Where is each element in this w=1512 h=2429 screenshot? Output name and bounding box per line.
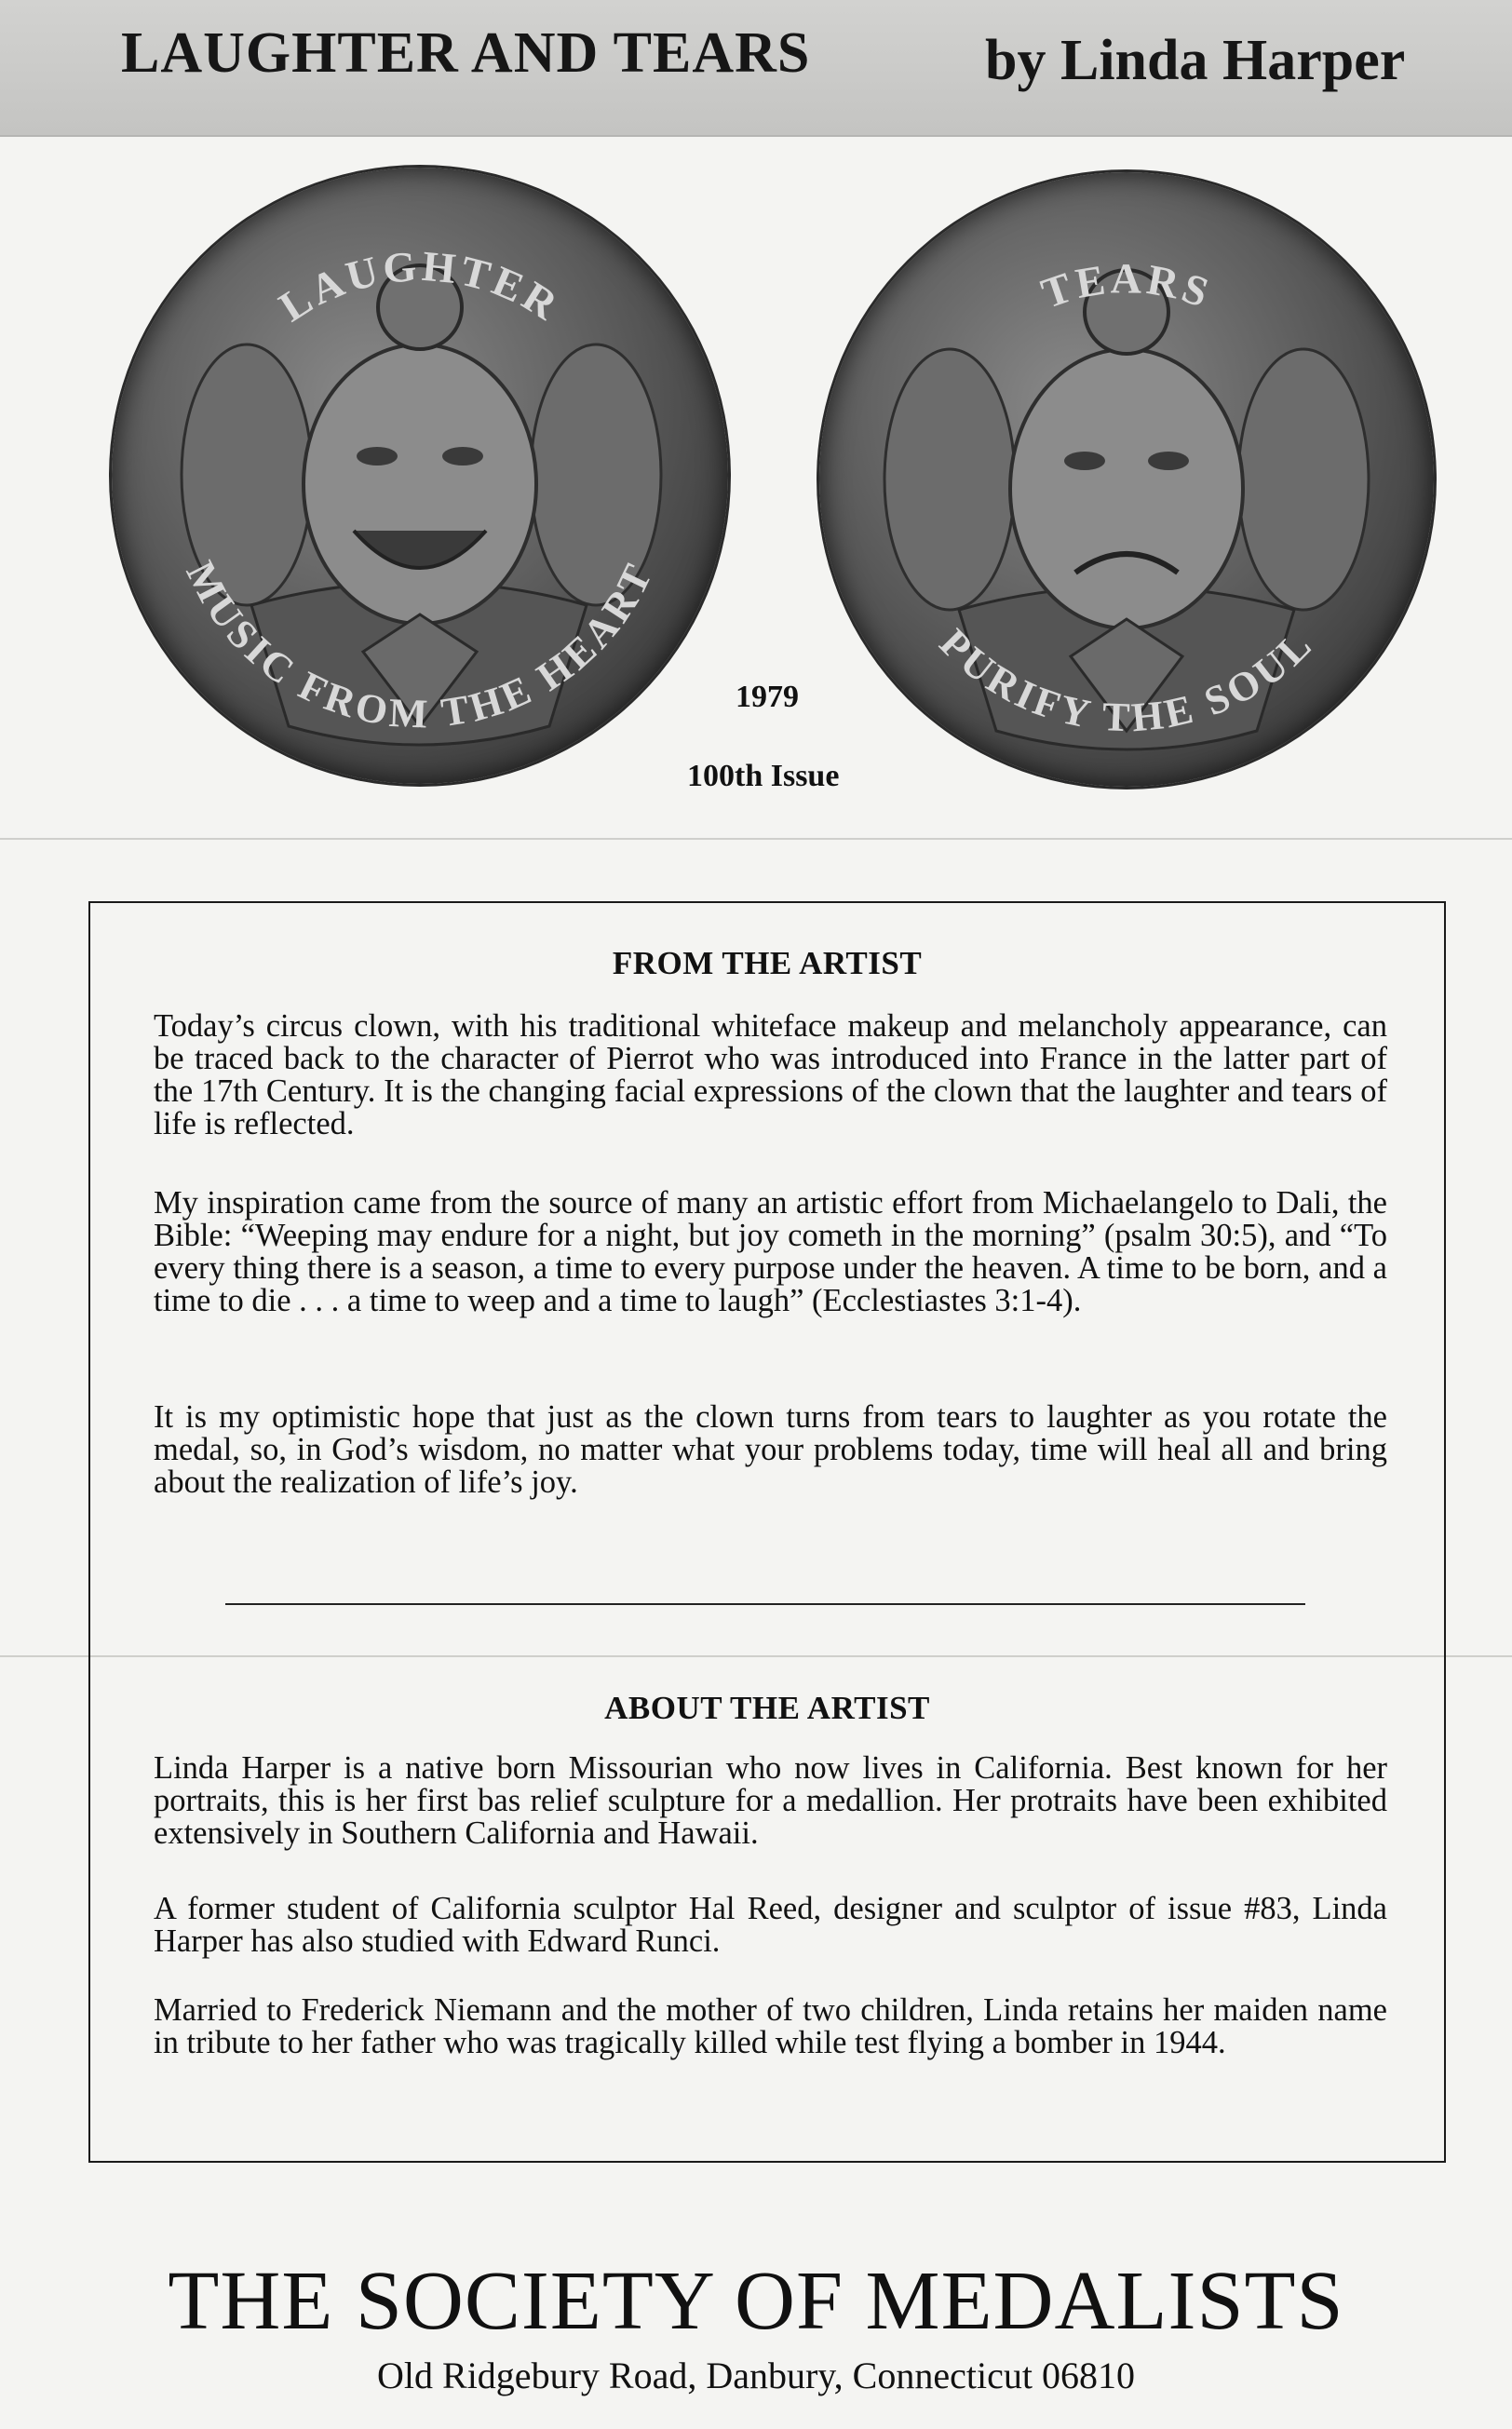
about-artist-paragraph: A former student of California sculptor Hal Reed, designer and sculptor of issue #83, Linda Harper has also studied with Edward Runci. [154,1891,1387,1959]
tears-bottom-inscription: PURIFY THE SOUL [930,620,1323,741]
about-artist-paragraph: Married to Frederick Niemann and the mother of two children, Linda retains her maiden name in tribute to her father who was tragically killed while test flying a bomber in 1944. [154,1992,1387,2060]
fold-line [0,838,1512,840]
tears-top-inscription: TEARS [1035,254,1219,318]
laughter-top-inscription: LAUGHTER [270,241,569,331]
content-box [88,901,1446,2163]
laughter-medal [112,168,728,784]
tears-medal [819,172,1434,787]
header-band [0,0,1512,137]
document-title: LAUGHTER AND TEARS [121,21,811,85]
from-artist-paragraph: My inspiration came from the source of many an artistic effort from Michaelangelo to Dali, the Bible: “Weeping may endure for a night, but joy cometh in the morning” (psalm 30:5), and “To every thing there is a season, a time to every purpose under the heaven. A time to be born, and a time to die . . . a time to weep and a time to laugh” (Ecclestiastes 3:1-4). [154,1185,1387,1318]
issue-year: 1979 [736,680,799,714]
publisher-name: THE SOCIETY OF MEDALISTS [168,2255,1344,2347]
issue-number: 100th Issue [687,759,840,793]
laughter-medal-relief [112,168,728,784]
from-artist-heading: FROM THE ARTIST [612,945,923,981]
about-artist-heading: ABOUT THE ARTIST [604,1690,930,1726]
from-artist-paragraph: Today’s circus clown, with his traditional whiteface makeup and melancholy appearance, can be traced back to the character of Pierrot who was introduced into France in the latter part of the 17th Century. It is the changing facial expressions of the clown that the laughter and tears of life is reflected. [154,1008,1387,1141]
author-byline: by Linda Harper [985,29,1406,92]
section-divider [225,1603,1305,1605]
laughter-bottom-inscription: MUSIC FROM THE HEART [177,554,663,737]
from-artist-paragraph: It is my optimistic hope that just as the clown turns from tears to laughter as you rotate the medal, so, in God’s wisdom, no matter what your problems today, time will heal all and bring about the realization of life’s joy. [154,1399,1387,1500]
publisher-address: Old Ridgebury Road, Danbury, Connecticut 06810 [377,2355,1135,2396]
tears-medal-relief [819,172,1434,787]
about-artist-paragraph: Linda Harper is a native born Missourian who now lives in California. Best known for her portraits, this is her first bas relief sculpture for a medallion. Her protraits have been exhibited extensively in Southern California and Hawaii. [154,1750,1387,1851]
